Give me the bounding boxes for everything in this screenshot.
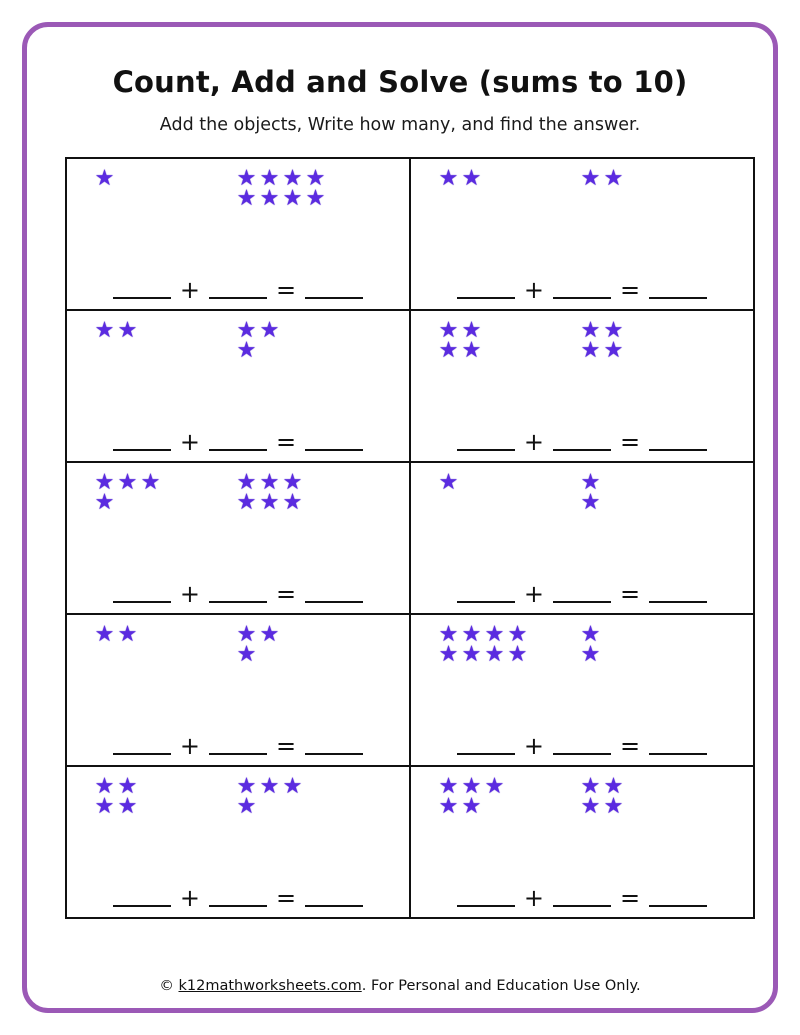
addend1-blank[interactable] xyxy=(113,581,171,603)
addend2-blank[interactable] xyxy=(553,885,611,907)
problem-cell xyxy=(67,311,411,463)
addend1-blank[interactable] xyxy=(457,885,515,907)
sum-blank[interactable] xyxy=(649,429,707,451)
star-icon: ★ xyxy=(580,774,601,799)
equals-sign: = xyxy=(276,428,297,456)
addend1-blank[interactable] xyxy=(113,277,171,299)
equals-sign: = xyxy=(276,580,297,608)
problem-cell xyxy=(411,159,755,311)
star-icon: ★ xyxy=(117,470,138,495)
star-icon: ★ xyxy=(117,622,138,647)
star-icon: ★ xyxy=(259,490,280,515)
addend2-blank[interactable] xyxy=(209,733,267,755)
star-row xyxy=(437,166,483,191)
equals-sign: = xyxy=(276,732,297,760)
star-icon: ★ xyxy=(259,318,280,343)
equals-sign: = xyxy=(620,884,641,912)
sum-blank[interactable] xyxy=(305,733,363,755)
star-icon: ★ xyxy=(259,774,280,799)
star-icon: ★ xyxy=(461,622,482,647)
sum-blank[interactable] xyxy=(649,733,707,755)
addend1-blank[interactable] xyxy=(113,733,171,755)
plus-sign: + xyxy=(179,884,200,912)
star-group-left xyxy=(93,166,116,191)
star-row xyxy=(437,642,529,667)
equals-sign: = xyxy=(620,276,641,304)
sum-blank[interactable] xyxy=(649,581,707,603)
star-row xyxy=(93,318,139,343)
stars-area xyxy=(67,463,409,565)
equals-sign: = xyxy=(620,428,641,456)
star-icon: ★ xyxy=(94,490,115,515)
equals-sign: = xyxy=(620,580,641,608)
stars-area xyxy=(67,767,409,869)
star-icon: ★ xyxy=(236,794,257,819)
star-group-right xyxy=(579,622,602,667)
star-icon: ★ xyxy=(484,642,505,667)
plus-sign: + xyxy=(523,732,544,760)
star-row xyxy=(579,338,625,363)
plus-sign: + xyxy=(179,276,200,304)
star-group-right xyxy=(579,318,625,363)
star-icon: ★ xyxy=(603,166,624,191)
star-icon: ★ xyxy=(117,774,138,799)
problem-cell xyxy=(411,615,755,767)
star-icon: ★ xyxy=(438,642,459,667)
equation xyxy=(411,732,753,760)
stars-area xyxy=(411,767,753,869)
star-icon: ★ xyxy=(580,642,601,667)
plus-sign: + xyxy=(523,580,544,608)
star-icon: ★ xyxy=(282,490,303,515)
star-row xyxy=(93,166,116,191)
addend2-blank[interactable] xyxy=(209,429,267,451)
star-icon: ★ xyxy=(580,338,601,363)
problem-cell xyxy=(411,767,755,919)
star-icon: ★ xyxy=(94,166,115,191)
star-icon: ★ xyxy=(94,318,115,343)
stars-area xyxy=(411,463,753,565)
star-icon: ★ xyxy=(580,794,601,819)
equation xyxy=(411,428,753,456)
addend1-blank[interactable] xyxy=(457,733,515,755)
star-icon: ★ xyxy=(580,490,601,515)
addend2-blank[interactable] xyxy=(553,733,611,755)
star-group-right xyxy=(235,622,281,667)
star-icon: ★ xyxy=(603,774,624,799)
problem-cell xyxy=(67,615,411,767)
plus-sign: + xyxy=(523,276,544,304)
equation xyxy=(411,580,753,608)
star-row xyxy=(235,642,281,667)
addend2-blank[interactable] xyxy=(553,581,611,603)
star-icon: ★ xyxy=(438,470,459,495)
footer xyxy=(27,978,773,994)
stars-area xyxy=(67,615,409,717)
plus-sign: + xyxy=(179,428,200,456)
sum-blank[interactable] xyxy=(305,277,363,299)
star-row xyxy=(93,622,139,647)
star-icon: ★ xyxy=(140,470,161,495)
problem-row xyxy=(67,159,755,311)
star-row xyxy=(235,338,281,363)
plus-sign: + xyxy=(179,580,200,608)
star-icon: ★ xyxy=(282,186,303,211)
addend1-blank[interactable] xyxy=(113,429,171,451)
star-row xyxy=(579,490,602,515)
star-group-left xyxy=(93,470,162,515)
star-row xyxy=(93,490,162,515)
star-icon: ★ xyxy=(507,622,528,647)
star-group-left xyxy=(93,622,139,647)
plus-sign: + xyxy=(179,732,200,760)
star-group-left xyxy=(93,774,139,819)
star-icon: ★ xyxy=(259,166,280,191)
problem-cell xyxy=(67,767,411,919)
addend1-blank[interactable] xyxy=(457,277,515,299)
plus-sign: + xyxy=(523,428,544,456)
star-icon: ★ xyxy=(282,166,303,191)
star-group-left xyxy=(437,318,483,363)
star-group-left xyxy=(93,318,139,343)
star-icon: ★ xyxy=(94,774,115,799)
star-icon: ★ xyxy=(236,318,257,343)
problem-cell xyxy=(67,463,411,615)
problem-cell xyxy=(67,159,411,311)
sum-blank[interactable] xyxy=(305,581,363,603)
star-icon: ★ xyxy=(94,622,115,647)
star-icon: ★ xyxy=(484,622,505,647)
problem-row xyxy=(67,463,755,615)
star-icon: ★ xyxy=(117,794,138,819)
addend1-blank[interactable] xyxy=(457,581,515,603)
star-icon: ★ xyxy=(438,166,459,191)
star-icon: ★ xyxy=(236,470,257,495)
star-icon: ★ xyxy=(94,470,115,495)
star-icon: ★ xyxy=(305,186,326,211)
star-icon: ★ xyxy=(461,318,482,343)
equals-sign: = xyxy=(276,884,297,912)
sum-blank[interactable] xyxy=(649,277,707,299)
equals-sign: = xyxy=(276,276,297,304)
star-icon: ★ xyxy=(461,642,482,667)
star-row xyxy=(579,166,625,191)
addend2-blank[interactable] xyxy=(209,885,267,907)
star-row xyxy=(579,794,625,819)
star-icon: ★ xyxy=(438,622,459,647)
addend1-blank[interactable] xyxy=(113,885,171,907)
star-group-right xyxy=(579,470,602,515)
footer-link[interactable]: k12mathworksheets.com xyxy=(178,978,362,994)
problem-row xyxy=(67,767,755,919)
star-icon: ★ xyxy=(438,318,459,343)
star-icon: ★ xyxy=(259,186,280,211)
star-icon: ★ xyxy=(461,774,482,799)
star-icon: ★ xyxy=(117,318,138,343)
equation xyxy=(67,580,409,608)
star-icon: ★ xyxy=(603,318,624,343)
star-row xyxy=(437,470,460,495)
star-icon: ★ xyxy=(461,338,482,363)
problem-row xyxy=(67,615,755,767)
star-icon: ★ xyxy=(603,338,624,363)
stars-area xyxy=(67,159,409,261)
star-icon: ★ xyxy=(236,338,257,363)
addend2-blank[interactable] xyxy=(553,277,611,299)
equals-sign: = xyxy=(620,732,641,760)
star-row xyxy=(437,338,483,363)
star-icon: ★ xyxy=(236,642,257,667)
addend2-blank[interactable] xyxy=(209,581,267,603)
star-row xyxy=(235,490,304,515)
star-group-right xyxy=(235,318,281,363)
star-group-right xyxy=(235,470,304,515)
sum-blank[interactable] xyxy=(305,429,363,451)
star-group-right xyxy=(235,166,327,211)
footer-copyright: © xyxy=(159,978,179,994)
equation xyxy=(67,428,409,456)
equation xyxy=(411,276,753,304)
footer-suffix: . For Personal and Education Use Only. xyxy=(361,978,641,994)
star-icon: ★ xyxy=(580,470,601,495)
star-icon: ★ xyxy=(580,318,601,343)
star-icon: ★ xyxy=(438,794,459,819)
star-group-right xyxy=(235,774,304,819)
star-row xyxy=(93,794,139,819)
sum-blank[interactable] xyxy=(649,885,707,907)
star-icon: ★ xyxy=(282,774,303,799)
star-icon: ★ xyxy=(580,622,601,647)
star-icon: ★ xyxy=(282,470,303,495)
star-icon: ★ xyxy=(438,338,459,363)
equation xyxy=(67,732,409,760)
problem-row xyxy=(67,311,755,463)
star-group-left xyxy=(437,622,529,667)
addend2-blank[interactable] xyxy=(209,277,267,299)
star-icon: ★ xyxy=(580,166,601,191)
instructions-text: Add the objects, Write how many, and find the answer. xyxy=(159,115,641,135)
star-row xyxy=(437,794,506,819)
problem-grid xyxy=(65,157,755,919)
star-row xyxy=(579,642,602,667)
star-icon: ★ xyxy=(438,774,459,799)
star-icon: ★ xyxy=(236,186,257,211)
star-row xyxy=(235,794,304,819)
star-row xyxy=(235,186,327,211)
star-group-right xyxy=(579,166,625,191)
star-icon: ★ xyxy=(259,622,280,647)
star-icon: ★ xyxy=(461,166,482,191)
star-icon: ★ xyxy=(236,622,257,647)
plus-sign: + xyxy=(523,884,544,912)
star-group-left xyxy=(437,470,460,495)
sum-blank[interactable] xyxy=(305,885,363,907)
page-title: Count, Add and Solve (sums to 10) xyxy=(112,65,688,99)
star-icon: ★ xyxy=(461,794,482,819)
star-group-right xyxy=(579,774,625,819)
problem-cell xyxy=(411,311,755,463)
addend1-blank[interactable] xyxy=(457,429,515,451)
star-icon: ★ xyxy=(94,794,115,819)
star-icon: ★ xyxy=(236,774,257,799)
star-icon: ★ xyxy=(603,794,624,819)
equation xyxy=(67,884,409,912)
star-icon: ★ xyxy=(507,642,528,667)
problem-cell xyxy=(411,463,755,615)
star-icon: ★ xyxy=(236,166,257,191)
star-icon: ★ xyxy=(236,490,257,515)
equation xyxy=(67,276,409,304)
equation xyxy=(411,884,753,912)
stars-area xyxy=(411,615,753,717)
star-group-left xyxy=(437,774,506,819)
star-icon: ★ xyxy=(259,470,280,495)
star-icon: ★ xyxy=(305,166,326,191)
stars-area xyxy=(411,159,753,261)
addend2-blank[interactable] xyxy=(553,429,611,451)
worksheet-sheet xyxy=(22,22,778,1013)
stars-area xyxy=(411,311,753,413)
stars-area xyxy=(67,311,409,413)
star-group-left xyxy=(437,166,483,191)
star-icon: ★ xyxy=(484,774,505,799)
